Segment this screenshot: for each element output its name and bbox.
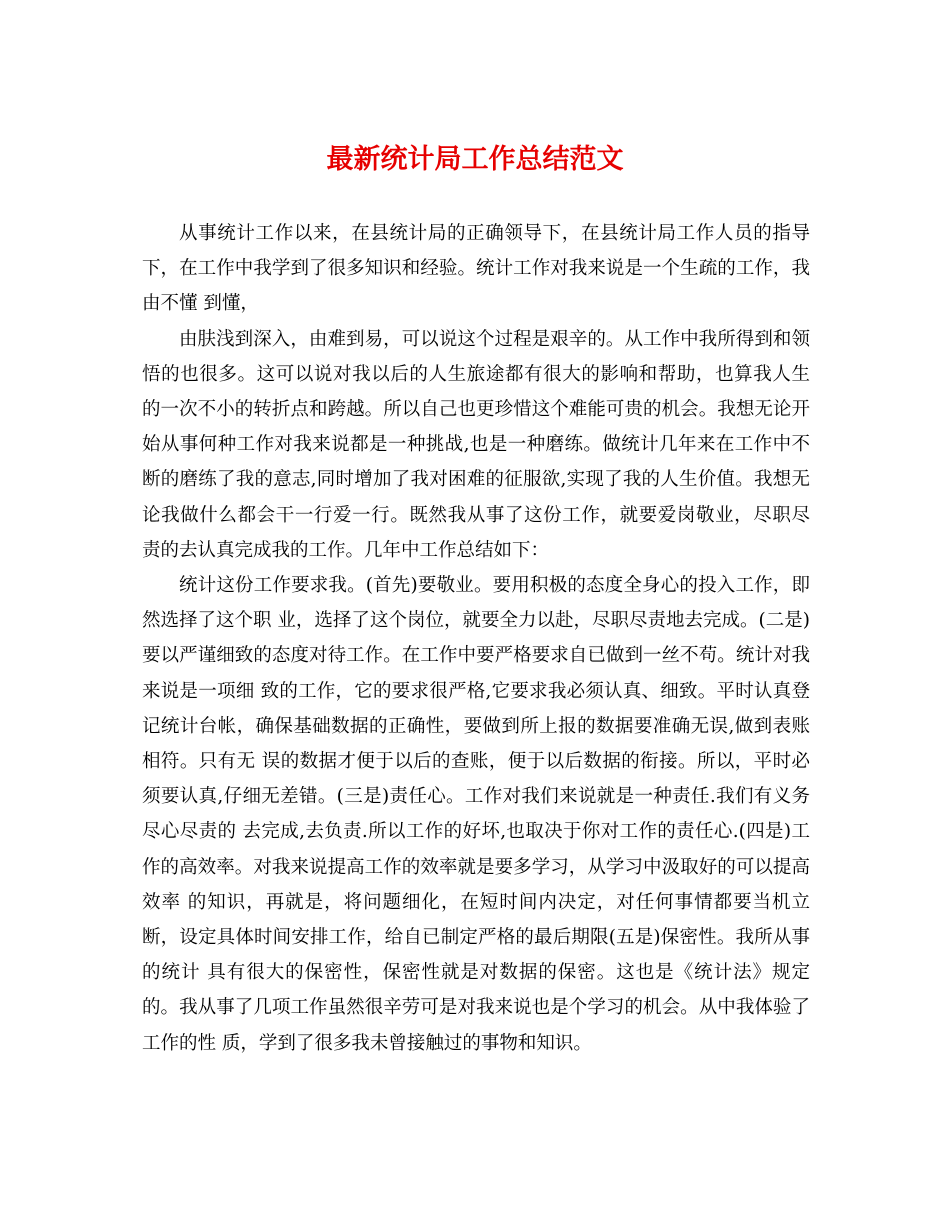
paragraph-1: 从事统计工作以来，在县统计局的正确领导下，在县统计局工作人员的指导下，在工作中我学到了很多知识和经验。统计工作对我来说是一个生疏的工作，我由不懂 到懂，	[142, 223, 810, 315]
document-body	[142, 216, 810, 1061]
document-title: 最新统计局工作总结范文	[326, 144, 624, 175]
paragraph-3: 统计这份工作要求我。(首先)要敬业。要用积极的态度全身心的投入工作，即然选择了这个职 业，选择了这个岗位，就要全力以赴，尽职尽责地去完成。(二是)要以严谨细致的态度对待工作。在工作中要严格要求自已做到一丝不苟。统计对我来说是一项细 致的工作，它的要求很严格,它要求我必须认真、细致。平时认真登记统计台帐，确保基础数据的正确性，要做到所上报的数据要准确无误,做到表账相符。只有无 误的数据才便于以后的查账，便于以后数据的衔接。所以，平时必须要认真,仔细无差错。(三是)责任心。工作对我们来说就是一种责任.我们有义务尽心尽责的 去完成,去负责.所以工作的好坏,也取决于你对工作的责任心.(四是)工作的高效率。对我来说提高工作的效率就是要多学习，从学习中汲取好的可以提高效率 的知识，再就是，将问题细化，在短时间内决定，对任何事情都要当机立断，设定具体时间安排工作，给自已制定严格的最后期限(五是)保密性。我所从事的统计 具有很大的保密性，保密性就是对数据的保密。这也是《统计法》规定的。我从事了几项工作虽然很辛劳可是对我来说也是个学习的机会。从中我体验了工作的性 质，学到了很多我未曾接触过的事物和知识。	[142, 575, 810, 1054]
paragraph-2: 由肤浅到深入，由难到易，可以说这个过程是艰辛的。从工作中我所得到和领悟的也很多。这可以说对我以后的人生旅途都有很大的影响和帮助，也算我人生 的一次不小的转折点和跨越。所以自己也更珍惜这个难能可贵的机会。我想无论开始从事何种工作对我来说都是一种挑战,也是一种磨练。做统计几年来在工作中不 断的磨练了我的意志,同时增加了我对困难的征服欲,实现了我的人生价值。我想无论我做什么都会干一行爱一行。既然我从事了这份工作，就要爱岗敬业，尽职尽 责的去认真完成我的工作。几年中工作总结如下：	[142, 328, 810, 561]
